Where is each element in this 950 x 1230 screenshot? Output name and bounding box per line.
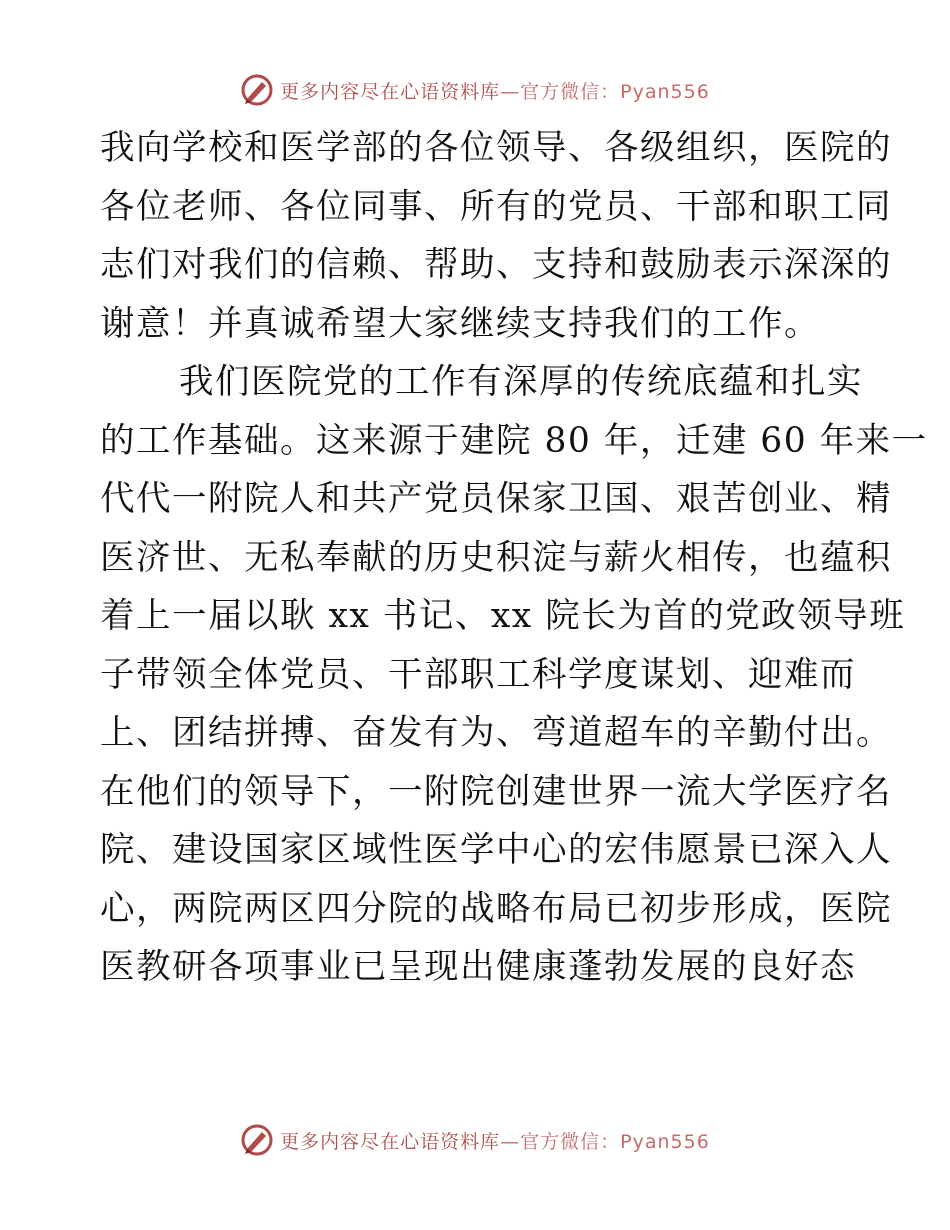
text-line: 着上一届以耿 xx 书记、xx 院长为首的党政领导班 (100, 596, 906, 636)
text-line: 代代一附院人和共产党员保家卫国、艰苦创业、精 (100, 479, 892, 519)
text-line: 子带领全体党员、干部职工科学度谋划、迎难而 (100, 654, 856, 695)
pen-logo-icon (240, 1123, 274, 1157)
text-line: 心，两院两区四分院的战略布局已初步形成，医院 (100, 888, 892, 929)
text-line: 我向学校和医学部的各位领导、各级组织，医院的 (100, 128, 892, 168)
pen-logo-icon (240, 73, 274, 107)
watermark-prefix: 更多内容尽在心语资料库 (280, 80, 501, 103)
text-line: 各位老师、各位同事、所有的党员、干部和职工同 (100, 186, 892, 227)
text-line: 院、建设国家区域性医学中心的宏伟愿景已深入人 (100, 830, 892, 870)
text-line: 我们医院党的工作有深厚的传统底蕴和扎实 (179, 362, 863, 402)
watermark-text (280, 77, 710, 104)
text-line: 医济世、无私奉献的历史积淀与薪火相传，也蕴积 (100, 537, 892, 578)
watermark-suffix: 官方微信：Pyan556 (520, 80, 710, 103)
paragraph-2 (100, 353, 928, 997)
watermark-text (280, 1127, 710, 1154)
header-watermark (0, 70, 950, 110)
document-body (100, 119, 928, 997)
footer-watermark (0, 1120, 950, 1160)
text-line: 的工作基础。这来源于建院 80 年，迁建 60 年来一 (100, 420, 928, 461)
watermark-separator: — (500, 80, 521, 103)
text-line: 上、团结拼搏、奋发有为、弯道超车的辛勤付出。 (100, 713, 892, 753)
watermark-separator: — (500, 1130, 521, 1153)
text-line: 医教研各项事业已呈现出健康蓬勃发展的良好态 (100, 947, 856, 987)
watermark-prefix: 更多内容尽在心语资料库 (280, 1130, 501, 1153)
paragraph-1 (100, 119, 892, 353)
text-line: 在他们的领导下，一附院创建世界一流大学医疗名 (100, 771, 892, 812)
text-line: 谢意！并真诚希望大家继续支持我们的工作。 (100, 303, 820, 344)
text-line: 志们对我们的信赖、帮助、支持和鼓励表示深深的 (100, 245, 892, 285)
watermark-suffix: 官方微信：Pyan556 (520, 1130, 710, 1153)
